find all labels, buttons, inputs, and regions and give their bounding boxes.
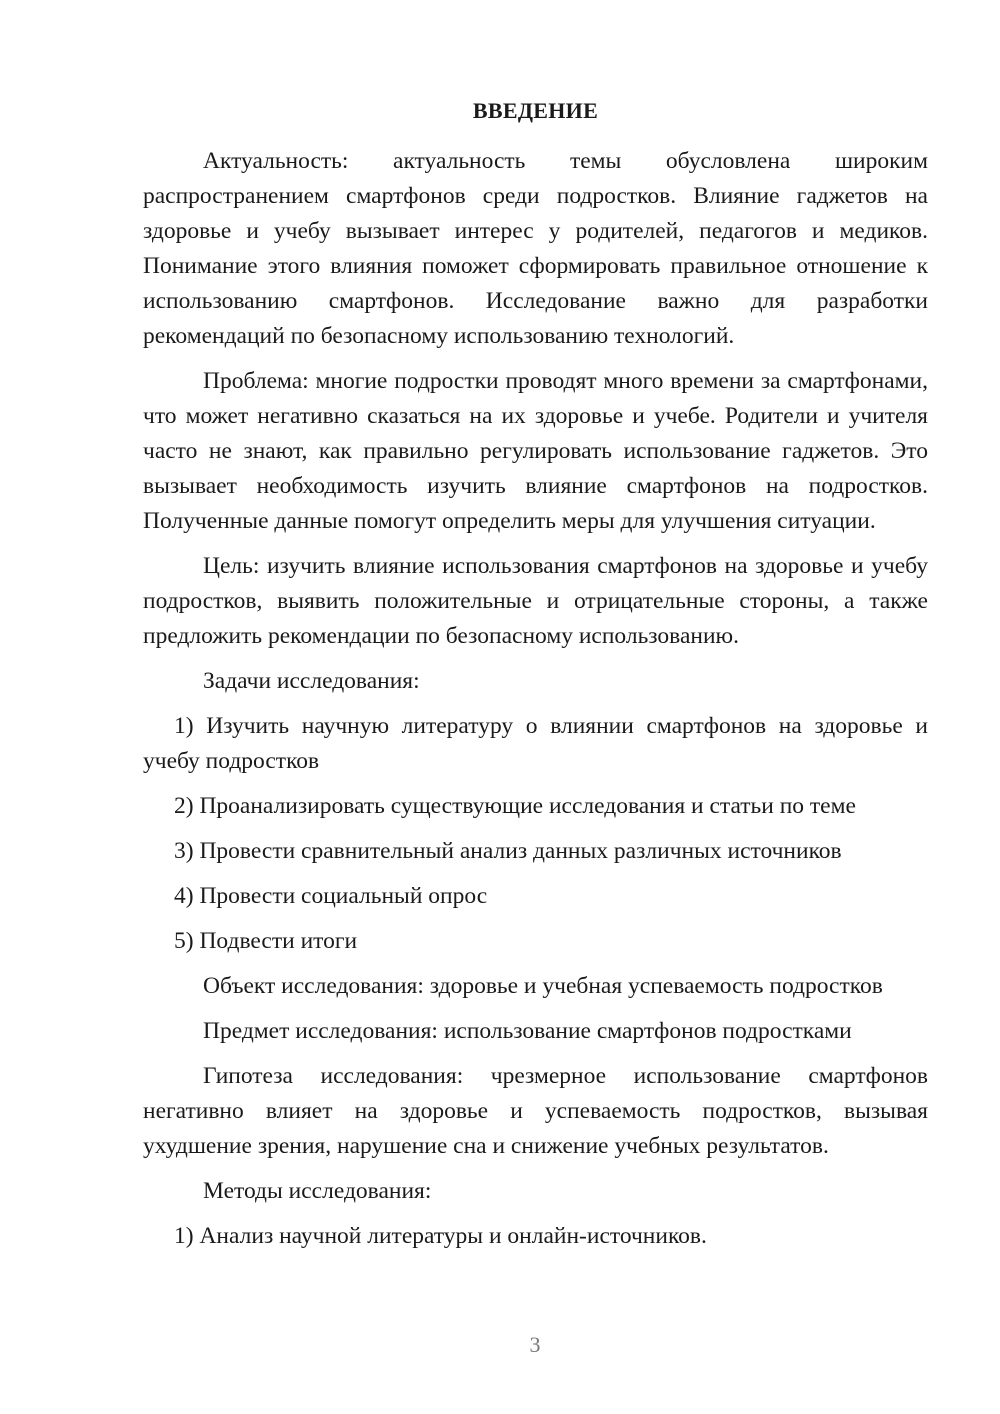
research-subject: Предмет исследования: использование смартфонов подростками [203,1018,852,1044]
task-item-1: 1) Изучить научную литературу о влиянии смартфонов на здоровье и учебу подростков [143,713,928,774]
task-item-2: 2) Проанализировать существующие исследования и статьи по теме [174,793,856,819]
page-number: 3 [529,1332,541,1357]
relevance-paragraph: Актуальность: актуальность темы обусловлена широким распространением смартфонов среди подростков. Влияние гаджетов на здоровье и учебу вызывает интерес у родителей, педагогов и медиков. Понимание этого влияния поможет сформировать правильное отношение к использованию смартфонов. Исследование важно для разработки рекомендаций по безопасному использованию технологий. [143,148,928,349]
problem-paragraph: Проблема: многие подростки проводят много времени за смартфонами, что может негативно сказаться на их здоровье и учебе. Родители и учителя часто не знают, как правильно регулировать использование гаджетов. Это вызывает необходимость изучить влияние смартфонов на подростков. Полученные данные помогут определить меры для улучшения ситуации. [143,368,928,534]
page-title: ВВЕДЕНИЕ [472,98,599,123]
page-content [143,96,928,1264]
research-object: Объект исследования: здоровье и учебная успеваемость подростков [203,973,883,999]
task-item-4: 4) Провести социальный опрос [174,883,488,909]
methods-heading: Методы исследования: [203,1178,432,1204]
task-item-5: 5) Подвести итоги [174,928,358,954]
task-item-3: 3) Провести сравнительный анализ данных различных источников [174,838,842,864]
hypothesis-paragraph: Гипотеза исследования: чрезмерное использование смартфонов негативно влияет на здоровье и успеваемость подростков, вызывая ухудшение зрения, нарушение сна и снижение учебных результатов. [143,1063,928,1159]
method-item-1: 1) Анализ научной литературы и онлайн-источников. [174,1223,707,1249]
goal-paragraph: Цель: изучить влияние использования смартфонов на здоровье и учебу подростков, выявить положительные и отрицательные стороны, а также предложить рекомендации по безопасному использованию. [143,553,928,649]
tasks-heading: Задачи исследования: [203,668,420,694]
